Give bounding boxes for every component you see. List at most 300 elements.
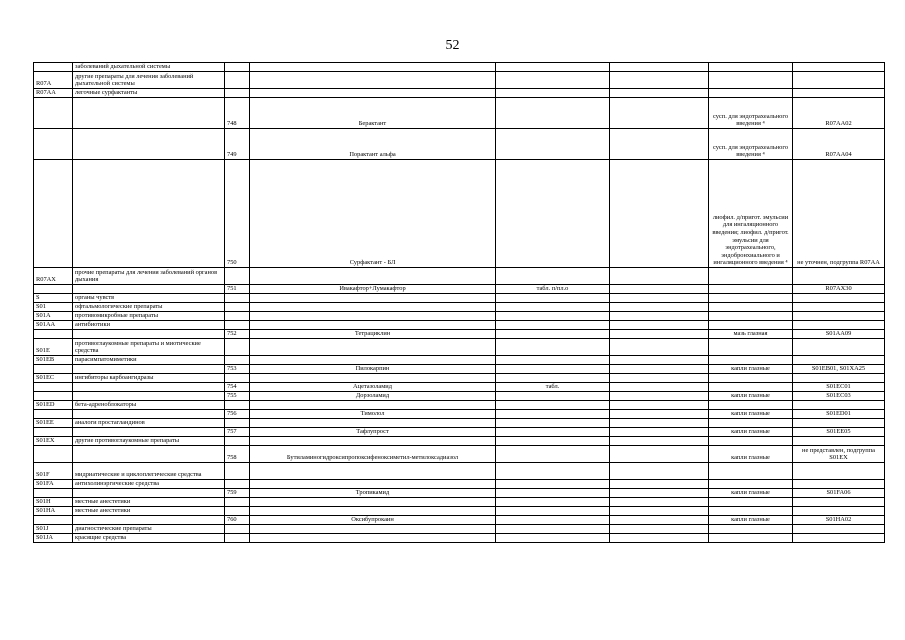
dosage-form-cell (496, 365, 610, 374)
drug-name-cell (250, 507, 496, 516)
dosage-form-cell (496, 374, 610, 383)
atc-code-cell (34, 63, 73, 72)
atc-ref-cell: S01ED01 (793, 410, 885, 419)
table-row (34, 365, 885, 374)
item-number-cell (225, 321, 250, 330)
group-name-cell: бета-адреноблокаторы (73, 401, 225, 410)
drug-name-cell (250, 463, 496, 480)
form-cell (709, 285, 793, 294)
atc-code-cell (34, 489, 73, 498)
item-number-cell: 755 (225, 392, 250, 401)
atc-ref-cell (793, 356, 885, 365)
table-row (34, 330, 885, 339)
atc-ref-cell (793, 72, 885, 89)
drug-name-cell: Ивакафтор+Лумакафтор (250, 285, 496, 294)
form-cell: капли глазные (709, 516, 793, 525)
atc-code-cell (34, 98, 73, 129)
group-name-cell: заболеваний дыхательной системы (73, 63, 225, 72)
atc-code-cell (34, 446, 73, 463)
atc-ref-cell (793, 498, 885, 507)
form-cell (709, 419, 793, 428)
table-row (34, 410, 885, 419)
atc-ref-cell (793, 321, 885, 330)
atc-ref-cell: R07AA02 (793, 98, 885, 129)
form-cell (709, 303, 793, 312)
extra-cell (610, 365, 709, 374)
atc-ref-cell: S01EB01, S01XA25 (793, 365, 885, 374)
extra-cell (610, 534, 709, 543)
table-row (34, 285, 885, 294)
dosage-form-cell (496, 534, 610, 543)
group-name-cell (73, 285, 225, 294)
table-row (34, 463, 885, 480)
atc-ref-cell (793, 463, 885, 480)
group-name-cell: антибиотики (73, 321, 225, 330)
item-number-cell (225, 356, 250, 365)
form-cell (709, 268, 793, 285)
group-name-cell: аналоги простагландинов (73, 419, 225, 428)
dosage-form-cell (496, 339, 610, 356)
extra-cell (610, 330, 709, 339)
item-number-cell (225, 303, 250, 312)
atc-ref-cell: S01EE05 (793, 428, 885, 437)
table-row (34, 401, 885, 410)
dosage-form-cell (496, 129, 610, 160)
dosage-form-cell (496, 330, 610, 339)
group-name-cell: мидриатические и циклоплегические средства (73, 463, 225, 480)
drug-name-cell (250, 89, 496, 98)
atc-code-cell (34, 516, 73, 525)
drug-name-cell (250, 268, 496, 285)
atc-ref-cell: S01EC03 (793, 392, 885, 401)
item-number-cell: 759 (225, 489, 250, 498)
dosage-form-cell (496, 489, 610, 498)
extra-cell (610, 446, 709, 463)
group-name-cell (73, 428, 225, 437)
table-row (34, 534, 885, 543)
group-name-cell (73, 489, 225, 498)
dosage-form-cell (496, 463, 610, 480)
group-name-cell (73, 98, 225, 129)
dosage-form-cell (496, 356, 610, 365)
drug-name-cell (250, 374, 496, 383)
extra-cell (610, 498, 709, 507)
group-name-cell (73, 446, 225, 463)
drug-name-cell: Бутиламиногидроксипропоксифеноксиметил-метилоксадиазол (250, 446, 496, 463)
drug-name-cell: Тропикамид (250, 489, 496, 498)
item-number-cell: 756 (225, 410, 250, 419)
table-row (34, 268, 885, 285)
form-cell (709, 374, 793, 383)
table-row (34, 489, 885, 498)
atc-ref-cell (793, 294, 885, 303)
extra-cell (610, 525, 709, 534)
atc-code-cell: S01FA (34, 480, 73, 489)
dosage-form-cell (496, 160, 610, 268)
form-cell: капли глазные (709, 489, 793, 498)
dosage-form-cell (496, 410, 610, 419)
atc-ref-cell (793, 312, 885, 321)
drug-name-cell (250, 294, 496, 303)
atc-code-cell (34, 428, 73, 437)
item-number-cell (225, 63, 250, 72)
atc-ref-cell (793, 339, 885, 356)
table-row (34, 63, 885, 72)
extra-cell (610, 356, 709, 365)
atc-ref-cell (793, 534, 885, 543)
item-number-cell: 749 (225, 129, 250, 160)
table-row (34, 321, 885, 330)
table-row (34, 129, 885, 160)
atc-ref-cell: S01FA06 (793, 489, 885, 498)
drug-name-cell (250, 63, 496, 72)
table-row (34, 374, 885, 383)
atc-code-cell (34, 410, 73, 419)
atc-code-cell: R07A (34, 72, 73, 89)
form-cell (709, 356, 793, 365)
atc-code-cell: S01F (34, 463, 73, 480)
atc-code-cell (34, 285, 73, 294)
dosage-form-cell: табл. п/пл.о (496, 285, 610, 294)
form-cell (709, 480, 793, 489)
drug-table-body (34, 63, 885, 543)
group-name-cell (73, 516, 225, 525)
atc-code-cell: S01E (34, 339, 73, 356)
atc-ref-cell (793, 268, 885, 285)
drug-name-cell (250, 498, 496, 507)
item-number-cell: 757 (225, 428, 250, 437)
group-name-cell: противоглаукомные препараты и миотические средства (73, 339, 225, 356)
extra-cell (610, 419, 709, 428)
drug-name-cell (250, 437, 496, 446)
extra-cell (610, 383, 709, 392)
atc-ref-cell (793, 525, 885, 534)
atc-code-cell: S01JA (34, 534, 73, 543)
table-row (34, 294, 885, 303)
drug-name-cell (250, 312, 496, 321)
atc-ref-cell (793, 89, 885, 98)
group-name-cell: органы чувств (73, 294, 225, 303)
extra-cell (610, 312, 709, 321)
extra-cell (610, 303, 709, 312)
atc-code-cell (34, 330, 73, 339)
form-cell: капли глазные (709, 446, 793, 463)
drug-name-cell: Порактант альфа (250, 129, 496, 160)
dosage-form-cell (496, 303, 610, 312)
atc-code-cell: S01 (34, 303, 73, 312)
dosage-form-cell (496, 428, 610, 437)
form-cell: лиофил. д/пригот. эмульсии для ингаляционного введения; лиофил. д/пригот. эмульсии для эндотрахеального, эндобронхиального и ингаляционного введения ⁴ (709, 160, 793, 268)
form-cell: капли глазные (709, 365, 793, 374)
drug-name-cell: Тафлупрост (250, 428, 496, 437)
drug-name-cell: Пилокарпин (250, 365, 496, 374)
atc-ref-cell: R07AX30 (793, 285, 885, 294)
item-number-cell: 753 (225, 365, 250, 374)
atc-code-cell (34, 383, 73, 392)
group-name-cell: противомикробные препараты (73, 312, 225, 321)
table-row (34, 160, 885, 268)
atc-code-cell (34, 129, 73, 160)
atc-code-cell: S01H (34, 498, 73, 507)
item-number-cell (225, 312, 250, 321)
atc-ref-cell (793, 374, 885, 383)
atc-ref-cell: S01EC01 (793, 383, 885, 392)
extra-cell (610, 410, 709, 419)
form-cell: сусп. для эндотрахеального введения ⁴ (709, 129, 793, 160)
item-number-cell: 748 (225, 98, 250, 129)
drug-name-cell (250, 525, 496, 534)
atc-ref-cell (793, 507, 885, 516)
atc-ref-cell: не уточнен, подгруппа R07AA (793, 160, 885, 268)
page-number: 52 (445, 38, 460, 53)
drug-name-cell: Сурфактант - БЛ (250, 160, 496, 268)
item-number-cell (225, 374, 250, 383)
drug-name-cell: Тетрациклин (250, 330, 496, 339)
group-name-cell: прочие препараты для лечения заболеваний органов дыхания (73, 268, 225, 285)
table-row (34, 303, 885, 312)
group-name-cell: легочные сурфактанты (73, 89, 225, 98)
dosage-form-cell (496, 89, 610, 98)
extra-cell (610, 489, 709, 498)
group-name-cell: красящие средства (73, 534, 225, 543)
group-name-cell: местные анестетики (73, 507, 225, 516)
group-name-cell (73, 365, 225, 374)
item-number-cell (225, 463, 250, 480)
atc-code-cell: S01J (34, 525, 73, 534)
dosage-form-cell (496, 437, 610, 446)
dosage-form-cell (496, 321, 610, 330)
extra-cell (610, 285, 709, 294)
drug-name-cell (250, 534, 496, 543)
atc-code-cell: S01ED (34, 401, 73, 410)
extra-cell (610, 428, 709, 437)
atc-ref-cell (793, 480, 885, 489)
item-number-cell (225, 534, 250, 543)
atc-code-cell: S01A (34, 312, 73, 321)
group-name-cell: офтальмологические препараты (73, 303, 225, 312)
table-row (34, 428, 885, 437)
extra-cell (610, 480, 709, 489)
atc-code-cell: S01AA (34, 321, 73, 330)
dosage-form-cell (496, 498, 610, 507)
atc-ref-cell: S01HA02 (793, 516, 885, 525)
form-cell: капли глазные (709, 392, 793, 401)
atc-ref-cell (793, 419, 885, 428)
form-cell (709, 294, 793, 303)
item-number-cell (225, 437, 250, 446)
dosage-form-cell (496, 294, 610, 303)
item-number-cell: 758 (225, 446, 250, 463)
group-name-cell (73, 129, 225, 160)
dosage-form-cell (496, 401, 610, 410)
form-cell: капли глазные (709, 410, 793, 419)
table-row (34, 339, 885, 356)
dosage-form-cell (496, 312, 610, 321)
dosage-form-cell (496, 392, 610, 401)
atc-ref-cell: R07AA04 (793, 129, 885, 160)
atc-code-cell (34, 160, 73, 268)
item-number-cell (225, 419, 250, 428)
atc-ref-cell (793, 437, 885, 446)
table-row (34, 419, 885, 428)
table-row (34, 98, 885, 129)
group-name-cell: ингибиторы карбоангидразы (73, 374, 225, 383)
table-row (34, 525, 885, 534)
atc-code-cell: S (34, 294, 73, 303)
drug-name-cell (250, 72, 496, 89)
group-name-cell (73, 330, 225, 339)
item-number-cell (225, 480, 250, 489)
extra-cell (610, 63, 709, 72)
extra-cell (610, 392, 709, 401)
drug-name-cell (250, 480, 496, 489)
table-row (34, 392, 885, 401)
table-row (34, 312, 885, 321)
drug-name-cell (250, 356, 496, 365)
item-number-cell (225, 294, 250, 303)
atc-ref-cell: S01AA09 (793, 330, 885, 339)
form-cell (709, 89, 793, 98)
extra-cell (610, 98, 709, 129)
atc-code-cell (34, 365, 73, 374)
form-cell (709, 401, 793, 410)
dosage-form-cell (496, 63, 610, 72)
table-row (34, 356, 885, 365)
drug-table (33, 62, 885, 543)
form-cell (709, 437, 793, 446)
item-number-cell (225, 401, 250, 410)
form-cell (709, 525, 793, 534)
item-number-cell: 750 (225, 160, 250, 268)
dosage-form-cell (496, 525, 610, 534)
form-cell (709, 312, 793, 321)
dosage-form-cell (496, 480, 610, 489)
atc-code-cell (34, 392, 73, 401)
item-number-cell (225, 498, 250, 507)
extra-cell (610, 437, 709, 446)
form-cell (709, 507, 793, 516)
dosage-form-cell: табл. (496, 383, 610, 392)
table-row (34, 89, 885, 98)
drug-name-cell (250, 401, 496, 410)
drug-name-cell (250, 303, 496, 312)
dosage-form-cell (496, 419, 610, 428)
atc-code-cell: S01EB (34, 356, 73, 365)
dosage-form-cell (496, 507, 610, 516)
extra-cell (610, 321, 709, 330)
form-cell: капли глазные (709, 428, 793, 437)
extra-cell (610, 374, 709, 383)
atc-code-cell: S01EC (34, 374, 73, 383)
drug-name-cell: Ацетазоламид (250, 383, 496, 392)
group-name-cell: парасимпатомиметики (73, 356, 225, 365)
atc-ref-cell (793, 63, 885, 72)
atc-code-cell: S01EE (34, 419, 73, 428)
drug-name-cell: Тимолол (250, 410, 496, 419)
table-row (34, 480, 885, 489)
drug-name-cell (250, 419, 496, 428)
group-name-cell (73, 160, 225, 268)
atc-code-cell: R07AX (34, 268, 73, 285)
table-row (34, 498, 885, 507)
extra-cell (610, 72, 709, 89)
item-number-cell: 760 (225, 516, 250, 525)
extra-cell (610, 339, 709, 356)
atc-code-cell: S01HA (34, 507, 73, 516)
atc-ref-cell (793, 303, 885, 312)
extra-cell (610, 463, 709, 480)
table-row (34, 516, 885, 525)
group-name-cell: антихолинэргические средства (73, 480, 225, 489)
extra-cell (610, 401, 709, 410)
item-number-cell (225, 507, 250, 516)
table-row (34, 507, 885, 516)
form-cell (709, 463, 793, 480)
table-row (34, 383, 885, 392)
dosage-form-cell (496, 72, 610, 89)
group-name-cell (73, 410, 225, 419)
item-number-cell (225, 72, 250, 89)
extra-cell (610, 268, 709, 285)
item-number-cell (225, 339, 250, 356)
form-cell (709, 339, 793, 356)
dosage-form-cell (496, 268, 610, 285)
group-name-cell (73, 392, 225, 401)
item-number-cell (225, 89, 250, 98)
dosage-form-cell (496, 516, 610, 525)
table-row (34, 446, 885, 463)
extra-cell (610, 516, 709, 525)
drug-name-cell (250, 339, 496, 356)
atc-ref-cell: не представлен, подгруппа S01EX (793, 446, 885, 463)
form-cell (709, 321, 793, 330)
item-number-cell: 754 (225, 383, 250, 392)
dosage-form-cell (496, 446, 610, 463)
form-cell (709, 534, 793, 543)
extra-cell (610, 160, 709, 268)
table-row (34, 72, 885, 89)
extra-cell (610, 129, 709, 160)
atc-code-cell: R07AA (34, 89, 73, 98)
form-cell (709, 72, 793, 89)
form-cell (709, 498, 793, 507)
form-cell (709, 383, 793, 392)
atc-code-cell: S01EX (34, 437, 73, 446)
drug-name-cell: Берактант (250, 98, 496, 129)
form-cell: мазь глазная (709, 330, 793, 339)
form-cell (709, 63, 793, 72)
drug-name-cell (250, 321, 496, 330)
drug-name-cell: Оксибупрокаин (250, 516, 496, 525)
group-name-cell (73, 383, 225, 392)
item-number-cell: 751 (225, 285, 250, 294)
atc-ref-cell (793, 401, 885, 410)
group-name-cell: другие препараты для лечения заболеваний дыхательной системы (73, 72, 225, 89)
dosage-form-cell (496, 98, 610, 129)
drug-name-cell: Дорзоламид (250, 392, 496, 401)
extra-cell (610, 507, 709, 516)
form-cell: сусп. для эндотрахеального введения ⁴ (709, 98, 793, 129)
item-number-cell (225, 268, 250, 285)
extra-cell (610, 294, 709, 303)
table-row (34, 437, 885, 446)
group-name-cell: диагностические препараты (73, 525, 225, 534)
group-name-cell: другие противоглаукомные препараты (73, 437, 225, 446)
extra-cell (610, 89, 709, 98)
item-number-cell (225, 525, 250, 534)
item-number-cell: 752 (225, 330, 250, 339)
group-name-cell: местные анестетики (73, 498, 225, 507)
